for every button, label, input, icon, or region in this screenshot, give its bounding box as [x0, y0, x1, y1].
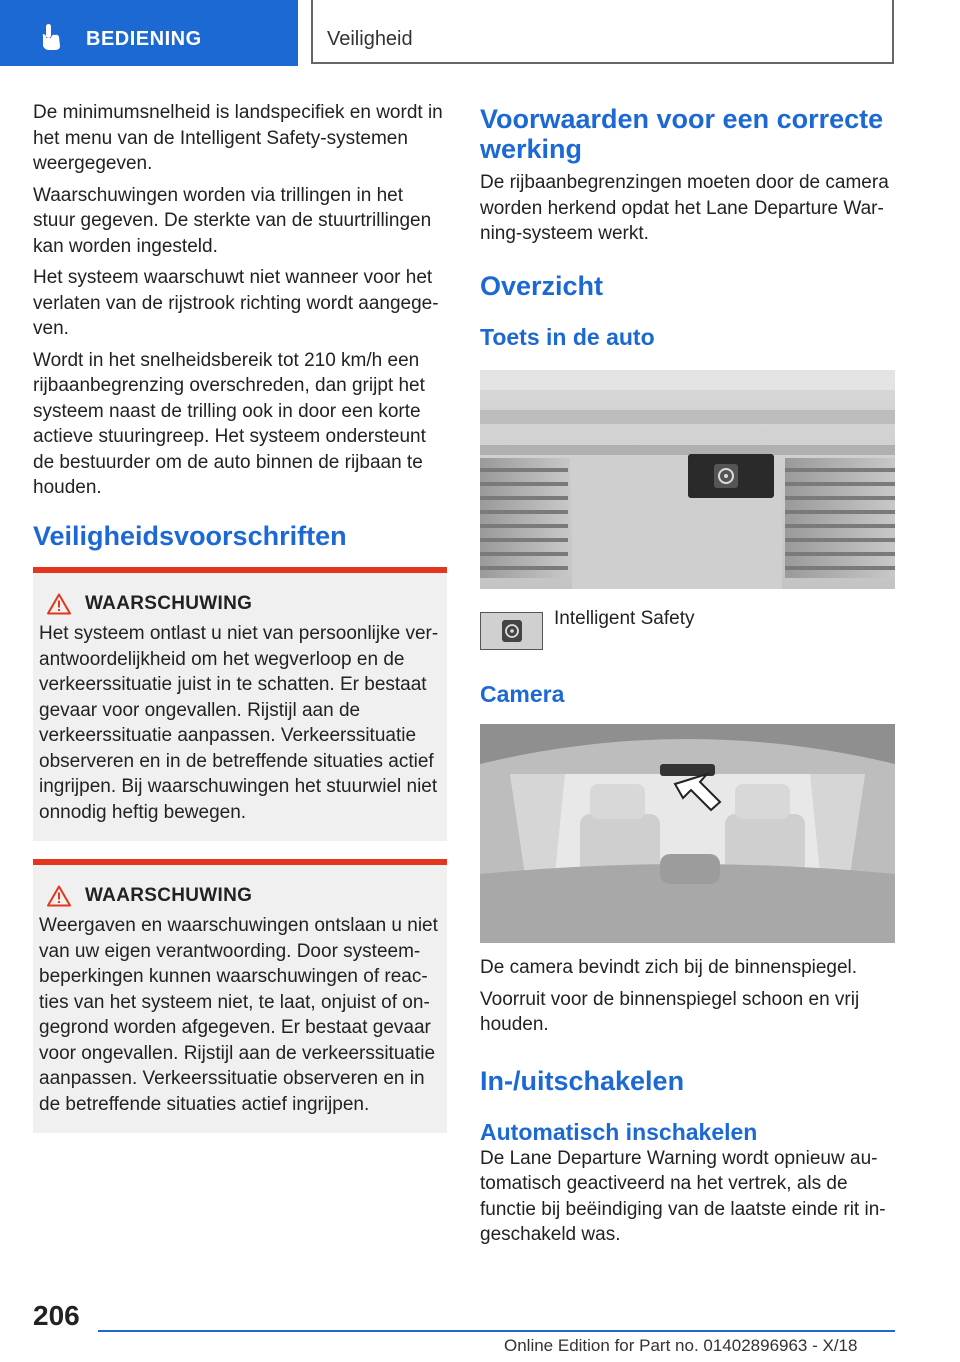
section-tab	[311, 0, 894, 64]
intelligent-safety-button-icon	[480, 612, 543, 650]
button-heading: Toets in de auto	[480, 323, 655, 350]
auto-heading: Automatisch inschakelen	[480, 1118, 758, 1145]
warning-text: Weergaven en waarschuwingen ontslaan u niet van uw eigen verantwoording. Door systeembeperkingen kunnen waarschuwingen of reacties van het systeem niet, te laat, onjuist of ongegrond worden afgegeven. Er bestaat gevaar voor ongevallen. Rijstijl aan de verkeerssituatie aanpassen. Verkeerssituatie observeren en in de betreffende situaties actief ingrijpen.	[39, 915, 438, 1115]
dashboard-button-image	[480, 370, 895, 589]
overview-heading: Overzicht	[480, 270, 604, 301]
page-number: 206	[33, 1300, 80, 1331]
switch-heading: In-/uitschakelen	[480, 1065, 685, 1096]
camera-heading: Camera	[480, 681, 565, 707]
warning-triangle-icon	[47, 885, 71, 907]
chapter-label: BEDIENING	[86, 28, 202, 50]
footer-edition: Online Edition for Part no. 01402896963 - X/18	[504, 1336, 858, 1355]
camera-text: Voorruit voor de binnenspiegel schoon en vrij houden.	[480, 988, 860, 1035]
camera-location-image	[480, 724, 895, 943]
warning-box	[33, 859, 447, 1133]
warning-triangle-icon	[47, 593, 71, 615]
paragraph: Wordt in het snelheidsbereik tot 210 km/h een rijbaanbegrenzing overschreden, dan grijpt het systeem naast de trilling ook in door een korte actieve stuuringreep. Het systeem ondersteunt de bestuurder om de auto binnen de rijbaan te houden.	[33, 349, 426, 498]
right-lower-column	[480, 955, 895, 1254]
section-label: Veiligheid	[327, 28, 413, 50]
footer-divider	[98, 1330, 895, 1332]
warning-text: Het systeem ontlast u niet van persoonlijke verantwoordelijkheid om het wegverloop en de verkeerssituatie juist in te schatten. Er bestaat gevaar voor ongevallen. Rijstijl aan de verkeerssituatie aanpassen. Verkeerssituatie observeren en in de betreffende situaties actief ingrijpen. Bij waarschuwingen het stuurwiel niet onnodig heftig bewegen.	[39, 623, 439, 823]
paragraph: Waarschuwingen worden via trillingen in het stuur gegeven. De sterkte van de stuurtrillingen kan worden ingesteld.	[33, 184, 432, 257]
hand-pointer-icon	[36, 22, 66, 52]
right-column	[480, 104, 895, 351]
conditions-heading: Voorwaarden voor een correcte werking	[480, 104, 884, 164]
warning-title: WAARSCHUWING	[85, 593, 253, 614]
chapter-tab	[0, 0, 298, 66]
paragraph: De minimumsnelheid is landspecifiek en wordt in het menu van de Intelligent Safety-systemen weergegeven.	[33, 102, 443, 174]
camera-text: De camera bevindt zich bij de binnenspiegel.	[480, 957, 858, 978]
paragraph: Het systeem waarschuwt niet wanneer voor het verlaten van de rijstrook richting wordt aangegeven.	[33, 267, 439, 339]
button-caption: Intelligent Safety	[554, 608, 695, 629]
warning-box	[33, 567, 447, 841]
warning-title: WAARSCHUWING	[85, 885, 253, 906]
conditions-text: De rijbaanbegrenzingen moeten door de camera worden herkend opdat het Lane Departure Warning-systeem werkt.	[480, 172, 889, 244]
left-column	[33, 100, 447, 551]
page-header	[0, 0, 960, 66]
auto-text: De Lane Departure Warning wordt opnieuw automatisch geactiveerd na het vertrek, als de functie bij beëindiging van de laatste einde rit ingeschakeld was.	[480, 1147, 886, 1245]
safety-heading: Veiligheidsvoorschriften	[33, 520, 347, 551]
